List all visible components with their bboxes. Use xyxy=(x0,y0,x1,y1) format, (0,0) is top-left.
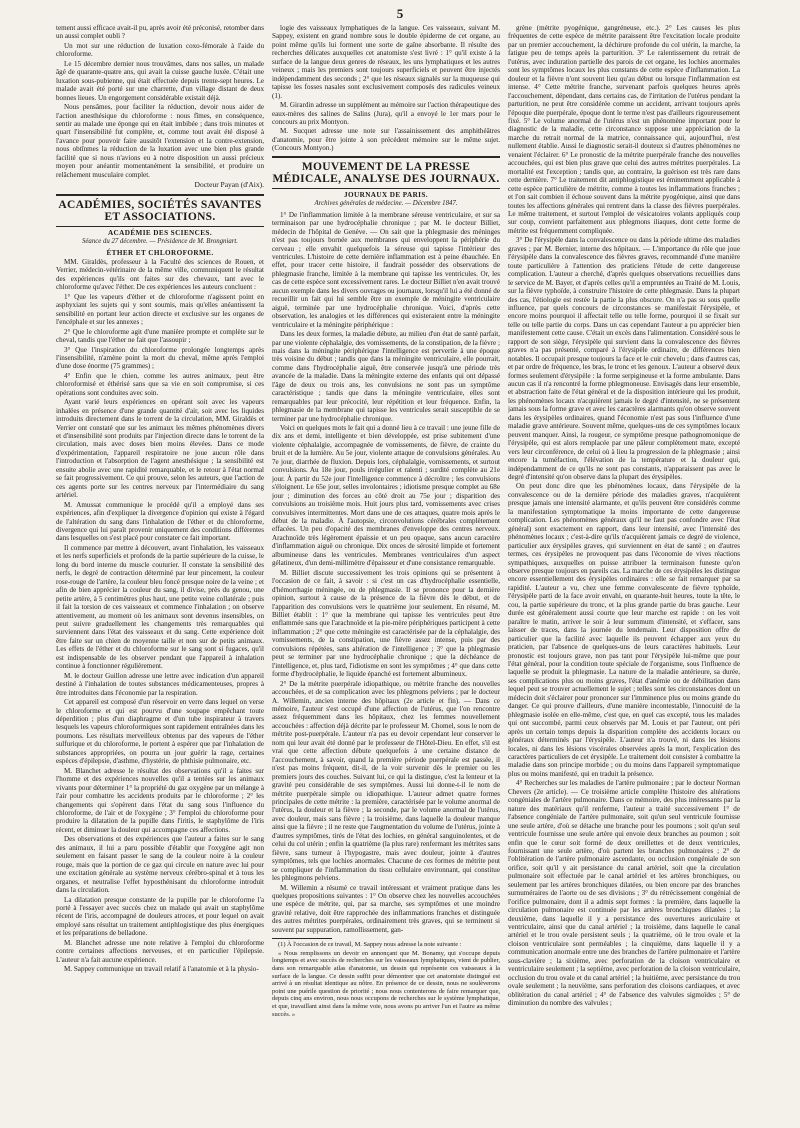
paragraph: 1° Que les vapeurs d'éther et de chloroforme n'agissent point en asphyxiant les sujets qui y sont soumis, mais qu'elles anéantissent la sensibilité en portant leur action directe et exclusive sur les organes de l'encéphale et sur les annexes ; xyxy=(56,292,264,327)
article-body xyxy=(56,258,264,974)
paragraph: Nous pensâmes, pour faciliter la réduction, devoir nous aider de l'action anesthésique du chloroforme : nous fîmes, en conséquence, sentir au malade une éponge qui en était imbibée ; dans trois minutes et quart l'insensibilité fut complète, et, comme tout avait été disposé à l'avance pour pouvoir faire aussitôt l'extension et la contre-extension, nous obtînmes la réduction de la luxation avec une bien plus grande facilité que si nous n'avions eu à notre disposition un aussi précieux moyen pour anéantir momentanément la sensibilité, et produire un relâchement musculaire complet. xyxy=(56,103,264,179)
column-2 xyxy=(272,24,500,1122)
paragraph: Le 15 décembre dernier nous trouvâmes, dans nos salles, un malade âgé de quarante-quatre ans, qui avait la cuisse gauche luxée. C'était une luxation sous-pubienne, qui était effectuée depuis trente-sept heures. Le malade avait été porté sur une charrette, d'un village distant de deux bonnes lieues. Un engorgement considérable existait déjà. xyxy=(56,59,264,102)
section-title: MOUVEMENT DE LA PRESSE MÉDICALE, ANALYSE DES JOURNAUX. xyxy=(272,160,500,185)
paragraph: M. Billiet discute successivement les trois opinions qui se présentent à l'occasion de ce fait, à savoir : si c'est un cas d'hydrocéphalie essentielle, d'hémorrhagie méningée, ou de phlegmasie. Il se prononce pour la dernière opinion, surtout à cause de la présence de la fièvre dès le début, et de l'apparition des convulsions vers le quatrième jour seulement. En résumé, M. Billiet établit : 1° que la membrane qui tapisse les ventricules peut être enflammée sans que l'arachnoïde et la pie-mère périphériques participent à cette inflammation ; 2° que cette méningite est caractérisée par de la céphalalgie, des vomissements, de la constipation, une fièvre assez intense, puis par des convulsions répétées, sans altération de l'intelligence ; 3° que la phlegmasie peut se terminer par une hydrocéphalie chronique ; que la déchéance de l'intelligence, et, plus tard, l'idiotisme en sont les symptômes ; 4° que dans cette forme d'hydrocéphalie, le liquide épanché est fortement albumineux. xyxy=(272,568,500,679)
paragraph: Ayant varié leurs expériences en opérant soit avec les vapeurs inhalées en présence d'une grande quantité d'air, soit avec les liquides introduits directement dans le torrent de la circulation, MM. Giraldès et Verrier ont constaté que sur les animaux les mêmes phénomènes divers et d'insensibilité sont produits par l'injection directe dans le torrent de la circulation, mais avec doses bien moins élevées. Dans ce mode d'expérimentation, l'appareil respiratoire ne joue aucun rôle dans l'introduction et l'absorption de l'agent anesthésique ; la sensibilité est ensuite abolie avec une rapidité remarquable, et le retour à l'état normal se fait progressivement. Ce qui prouve, selon les auteurs, que l'action de ces agents porte sur les centres nerveux par l'intermédiaire du sang artériel. xyxy=(56,398,264,500)
article-body xyxy=(272,24,500,153)
section-divider xyxy=(272,188,500,189)
academy-title: ACADÉMIE DES SCIENCES. xyxy=(107,228,213,237)
session-line: Séance du 27 décembre. — Présidence de M. Brongniart. xyxy=(82,238,238,246)
page-number: 5 xyxy=(396,6,404,21)
topic-title: ÉTHER ET CHLOROFORME. xyxy=(106,248,214,257)
paragraph: M. Blanchet adresse une note relative à l'emploi du chloroforme contre certaines affections nerveuses, et en particulier l'épilepsie. L'auteur n'a fait aucune expérience. xyxy=(56,938,264,964)
paragraph: M. Willemin a résumé ce travail intéressant et vraiment pratique dans les quelques propositions suivantes : 1° On observe chez les nouvelles accouchées une espèce de métrite, qui, par sa marche, ses symptômes et une moindre gravité relative, doit être rapprochée des inflammations franches et distinguée des autres métrites puerpérales, ordinairement très graves, qui se terminent si souvent par suppuration, ramollissement, gan- xyxy=(272,883,500,934)
paragraph: Cet appareil est composé d'un réservoir en verre dans lequel on verse le chloroforme et qui est pourvu d'une soupape empêchant toute déperdition ; plus d'un diaphragme et d'un tube inspirateur à travers lesquels les vapeurs chloroformiques sont rapidement entraînées dans les poumons. Les résultats merveilleux obtenus par des vapeurs de l'éther sulfurique et du chloroforme, le portent à espérer que par l'inhalation de substances appropriées, on pourra un jour guérir la rage, certaines espèces d'épilepsie, d'asthme, d'hystérie, de phthisie pulmonaire, etc. xyxy=(56,698,264,766)
paragraph: M. Blanchet adresse le résultat des observations qu'il a faites sur l'homme et des expériences nouvelles qu'il a tentées sur les animaux vivants pour déterminer 1° la propriété du gaz oxygène par un mélange à l'air pour combattre les accidents produits par le chloroforme ; 2° les changements qui s'opèrent dans l'état du sang sous l'influence du chloroforme, de l'air et de l'oxygène ; 3° l'emploi du chloroforme pour produire la dilatation de la pupille dans l'iritis, le staphylôme de l'iris récent, et diminuer la douleur qui accompagne ces affections. xyxy=(56,766,264,834)
paragraph: (1) À l'occasion de ce travail, M. Sappey nous adresse la note suivante : xyxy=(278,941,462,949)
article-body xyxy=(508,24,740,1008)
paragraph: Il commence par mettre à découvert, avant l'inhalation, les vaisseaux et les nerfs superficiels et profonds de la partie supérieure de la cuisse, le long du bord interne du muscle couturier. Il constate la sensibilité des nerfs, le degré de contraction déterminé par leur pincement, la couleur rose-rouge de l'artère, la couleur bleu foncé presque noire de la veine ; et afin de bien apprécier la couleur du sang, il divise, près du genou, une petite artère, à 5 centimètres plus haut, une petite veine collatérale ; puis il fait la torsion de ces vaisseaux et commence l'inhalation ; on observe attentivement, au moment où les animaux sont devenus insensibles, on peut suivre graduellement les changements très remarquables qui surviennent dans l'état des vaisseaux et du sang. Cette expérience doit être faite sur un chien de moyenne taille et non sur de petits animaux. Les effets de l'éther et du chloroforme sur le sang sont si fugaces, qu'il est indispensable de les observer pendant que l'appareil à inhalation continue à fonctionner régulièrement. xyxy=(56,543,264,671)
paragraph: 4° Recherches sur les maladies de l'artère pulmonaire ; par le docteur Norman Chevers (2e article). — Ce troisième article complète l'histoire des altérations congéniales de l'artère pulmonaire. Dans ce mémoire, des plus intéressants par la nature des matériaux qu'il renferme, l'auteur a traité successivement 1° de l'absence congéniale de l'artère pulmonaire, soit qu'un seul ventricule fournisse une seule artère, d'où se détache une branche pour les poumons ; soit qu'un seul ventricule fournisse une seule artère qui envoie deux branches au poumon ; soit enfin que le cœur soit formé de deux oreillettes et de deux ventricules, fournissant une seule artère, d'où partent les branches pulmonaires ; 2° de l'oblitération de l'artère pulmonaire ascendante, ou occlusion congéniale de son orifice, soit qu'il y ait persistance du canal artériel, soit que la circulation pulmonaire soit effectuée par le canal artériel et les artères bronchiques, ou seulement par les artères bronchiques dilatées, ou bien encore par des branches surnuméraires de l'aorte ou de ses divisions ; 3° du rétrécissement congénial de l'orifice pulmonaire, dont il a admis sept formes : la première, dans laquelle la circulation pulmonaire est continuée par les artères bronchiques dilatées ; la deuxième, dans laquelle il y a persistance des ouvertures auriculaire et ventriculaire, ainsi que du canal artériel ; la troisième, dans laquelle le canal artériel et le trou ovale persistent seuls ; la quatrième, où le trou ovale et la cloison ventriculaire sont perméables ; la cinquième, dans laquelle il y a communication anormale entre une des branches de l'artère pulmonaire et l'artère sous-clavière ; la sixième, avec perforation de la cloison ventriculaire et ventriculaire seulement ; la septième, avec perforation de la cloison ventriculaire, occlusion du trou ovale et du canal artériel ; la huitième, avec persistance du trou ovale seulement ; la neuvième, sans perforation des cloisons cardiaques, et avec oblitération du canal artériel ; 4° de l'absence des valvules sigmoïdes ; 5° de diminution du nombre des valvules ; xyxy=(508,779,740,1008)
paragraph: « Nous remplissons un devoir en annonçant que M. Bonamy, qui s'occupe depuis longtemps et avec succès de recherches sur les vaisseaux lymphatiques, vient de publier, dans son remarquable atlas d'anatomie, un dessin qui représente ces vaisseaux à la surface de la langue. Ce dessin suffit pour démontrer que cet anatomiste distingué est arrivé à un résultat identique au nôtre. En présence de ce dessin, nous ne soulèverons point une puérile question de priorité ; nous nous contenterons de faire remarquer que, depuis cinq ans environ, nous nous occupons de recherches sur le système lymphatique, et que, travaillant ainsi dans la même voie, nous avons pu arriver l'un et l'autre au même succès. » xyxy=(272,949,500,1018)
paragraph: M. Girardin adresse un supplément au mémoire sur l'action thérapeutique des eaux-mères des salines de Salins (Jura), qu'il a envoyé le 1er mars pour le concours au prix Montyon. xyxy=(272,101,500,126)
paragraph: Un mot sur une réduction de luxation coxo-fémorale à l'aide du chloroforme. xyxy=(56,41,264,59)
section-divider xyxy=(56,194,264,196)
paragraph: 1° De l'inflammation limitée à la membrane séreuse ventriculaire, et sur sa terminaison par une hydrocéphalie chronique ; par M. le docteur Billiet, médecin de l'hôpital de Genève. — On sait que la phlegmasie des méninges n'est pas toujours bornée aux membranes qui enveloppent la périphérie du cerveau ; elle envahit quelquefois la séreuse qui tapisse l'intérieur des ventricules. L'histoire de cette dernière inflammation est à peine ébauchée. En effet, pour tracer cette histoire, il faudrait posséder des observations de phlegmasie franche, limitée à la membrane qui tapisse les ventricules. Or, les cas de cette espèce sont excessivement rares. Le docteur Billiet n'en avait trouvé aucun exemple dans les divers ouvrages ou journaux, lorsqu'il lui a été donné de recueillir un fait qui lui semble être un exemple de méningite ventriculaire aiguë, terminée par une hydrocéphalie chronique. Voici, d'après cette observation, les analogies et les différences qui existeraient entre la méningite ventriculaire et la méningite périphérique : xyxy=(272,210,500,329)
paragraph: tement aussi efficace avait-il pu, après avoir été préconisé, retomber dans un aussi complet oubli ? xyxy=(56,24,264,41)
section-divider xyxy=(56,226,264,227)
paragraph: M. Sappey communique un travail relatif à l'anatomie et à la physio- xyxy=(64,965,259,974)
column-1 xyxy=(56,24,264,1122)
paragraph: grène (métrite pyogénique, gangréneuse, etc.). 2° Les causes les plus fréquentes de cette espèce de métrite paraissent être l'excitation locale produite par un premier accouchement, la déchirure profonde du col utérin, la marche, la fatigue peu de temps après la parturition. 3° Le ralentissement du retrait de l'utérus, avec induration partielle des parois de cet organe, les lochies anormales sont les symptômes locaux les plus constants de cette espèce d'inflammation. La douleur et la fièvre n'ont souvent lieu qu'au début ou lorsque l'inflammation est intense. 4° Cette métrite franche, survenant parfois quelques heures après l'accouchement, dépendant, dans certains cas, de l'irritation de l'utérus pendant la parturition, ne peut être considérée comme un accident, arrivant toujours après l'époque dite puerpérale, époque dont le terme n'est pas d'ailleurs rigoureusement fixé. 5° Le volume anormal de l'utérus n'est un phénomène important pour le diagnostic de la maladie, cette circonstance suppose une appréciation de la marche du retrait normal de la matrice, connaissance qui, aujourd'hui, n'est nullement établie. Aussi le diagnostic serait-il douteux si d'autres phénomènes ne venaient l'éclairer. 6° Le pronostic de la métrite puerpérale franche des nouvelles accouchées, qui est bien plus grave que celui des autres métrites puerpérales. La mortalité est l'exception ; tandis que, au contraire, la guérison est très rare dans cette dernière. 7° Le traitement dit antiphlogistique est éminemment applicable à cette espèce particulière de métrite, comme à toutes les inflammations franches ; et l'on sait combien il échoue souvent dans la métrite pyogénique, ainsi que dans toutes les affections générales qui rentrent dans la classe des fièvres puerpérales. Le même traitement, et surtout l'emploi de vésicatoires volants appliqués coup sur coup, convient parfaitement aux phlegmons iliaques, dont cette forme de métrite est fréquemment compliquée. xyxy=(508,24,740,235)
paragraph: La dilatation presque constante de la pupille par le chloroforme l'a porté à l'essayer avec succès chez un malade qui avait un staphylôme récent de l'iris, accompagné de douleurs atroces, et pour lequel on avait employé sans résultat un traitement antiphlogistique des plus énergiques et les préparations de belladone. xyxy=(56,895,264,938)
paragraph: MM. Giraldès, professeur à la Faculté des sciences de Rouen, et Verrier, médecin-vétérinaire de la même ville, communiquent le résultat des expériences qu'ils ont faites sur des chevaux, tant avec le chloroforme qu'avec l'éther. De ces expériences les auteurs concluent : xyxy=(56,257,264,292)
paragraph: 3° Que l'inspiration du chloroforme prolongée longtemps après l'insensibilité, n'amène point la mort du cheval, même après l'emploi d'une dose énorme (75 grammes) ; xyxy=(56,345,264,371)
paragraph: Dans les deux formes, la maladie débute, au milieu d'un état de santé parfait, par une violente céphalalgie, des vomissements, de la constipation, de la fièvre ; mais dans la méningite périphérique l'intelligence est pervertie à une époque très voisine du début ; tandis que dans la méningite ventriculaire, elle pourrait, comme dans l'hydrocéphalie aiguë, être conservée jusqu'à une période très avancée de la maladie. Dans la méningite externe des enfants qui ont dépassé l'âge de deux ou trois ans, les convulsions ne sont pas un symptôme caractéristique ; tandis que dans la méningite ventriculaire, elles sont remarquables par leur précocité, leur répétition et leur fréquence. Enfin, la phlegmasie de la membrane qui tapisse les ventricules serait susceptible de se terminer par une hydrocéphalie chronique. xyxy=(272,330,500,423)
journals-title: JOURNAUX DE PARIS. xyxy=(344,190,428,199)
paragraph: 4° Enfin que le chien, comme les autres animaux, peut être chloroformisé et éthérisé sans que sa vie en soit compromise, si ces opérations sont conduites avec soin. xyxy=(56,371,264,397)
section-divider xyxy=(272,156,500,158)
journal-name: Archives générales de médecine. — Décembre 1847. xyxy=(314,200,458,208)
paragraph: 3° De l'érysipèle dans la convalescence ou dans la période ultime des maladies graves ; par M. Bernier, interne des hôpitaux. — L'importance du rôle que joue l'érysipèle dans la convalescence des fièvres graves, recommandé d'une manière toute particulière à l'attention des praticiens l'étude de cette dangereuse complication. L'auteur a cherché, d'après quelques observations recueillies dans le service de M. Bayer, et d'après celles qu'il a empruntées au Traité de M. Louis, sur la fièvre typhoïde, à construire l'histoire de cette phlegmasie. Dans la plupart des cas, l'étiologie est restée la partie la plus obscure. On n'a pas su sous quelle influence, par quels concours de circonstances se manifestait l'érysipèle, et encore moins pourquoi il affectait telle ou telle forme, pourquoi il se fixait sur telle ou telle partie du corps. Dans un cas cependant l'auteur a pu apprécier bien manifestement cette cause. C'était un excès dans l'alimentation. Considéré sous le rapport de son siège, l'érysipèle qui survient dans la convalescence des fièvres graves n'a pas présenté, comparé à l'érysipèle ordinaire, de différences bien notables. Il occupait presque toujours la face et le cuir chevelu ; dans d'autres cas, et par ordre de fréquence, les bras, le tronc et les genoux. L'auteur a observé deux formes seulement d'érysipèle : la forme serpigineuse et la forme ambulante. Dans aucun cas il n'a rencontré la forme phlegmoneuse. Envisagés dans leur ensemble, et abstraction faite de l'état général et de la disposition intérieure qui les produit, les phénomènes locaux n'acquièrent jamais le degré d'intensité, ne se présentent jamais sous la forme grave et avec les caractères alarmants qu'on observe souvent dans les érysipèles ordinaires, quand l'économie n'est pas sous l'influence d'une maladie grave antérieure. Souvent même, quelques-uns de ces symptômes locaux peuvent manquer. Ainsi, la rougeur, ce symptôme presque pathognomonique de l'érysipèle, qui est alors remplacée par une pâleur complètement mate, excepté vers leur circonférence, de celui où à lieu la progression de la phlegmasie ; ainsi encore la tuméfaction, l'élévation de la température et la douleur qui, indépendamment de ce qu'ils ne sont pas constants, n'apparaissent pas avec le degré d'intensité qu'on observe dans la plupart des érysipèles. xyxy=(508,236,740,482)
paragraph: M. Amussat communique le procédé qu'il a employé dans ses expériences, afin d'expliquer la divergence d'opinion qui existe à l'égard de l'altération du sang dans l'inhalation de l'éther et du chloroforme, divergence qui lui paraît provenir uniquement des conditions différentes dans lesquelles on s'est placé pour constater ce fait important. xyxy=(56,500,264,543)
footnote xyxy=(272,941,500,1018)
newspaper-page xyxy=(12,0,788,1128)
paragraph: M. Sucquet adresse une note sur l'assainissement des amphithéâtres d'anatomie, pour être jointe à son précédent mémoire sur le même sujet. (Concours Montyon.) xyxy=(272,127,500,153)
paragraph: On peut donc dire que les phénomènes locaux, dans l'érysipèle de la convalescence ou de la dernière période des maladies graves, n'acquièrent presque jamais une intensité alarmante, et qu'ils peuvent être considérés comme la manifestation symptomatique la moins importante de cette dangereuse complication. Les phénomènes généraux qu'il ne faut pas confondre avec l'état général) sont exactement en rapport, dans leur intensité, avec l'intensité des phénomènes locaux ; c'est-à-dire qu'ils n'acquièrent jamais ce degré de violence, particulier aux érysipèles graves, qui surviennent en état de santé ; en d'autres termes, ces érysipèles ne provoquent pas dans l'économie de vives réactions sympathiques, auxquelles on puisse attribuer la terminaison funeste qu'on observe presque toujours en pareils cas. La marche de ces érysipèles les distingue encore essentiellement des érysipèles ordinaires : elle se fait remarquer par sa rapidité. L'auteur a vu, chez une femme convalescente de fièvre typhoïde, l'érysipèle parti de la face avoir envahi, en quarante-huit heures, toute la tête, le cou, la partie supérieure du tronc, et la plus grande partie du bras gauche. Leur durée est généralement aussi courte que leur marche est rapide : on les voit paraître le matin, arriver le soir à leur summum d'intensité, et s'effacer, sans laisser de traces, dans la journée du lendemain. Leur disposition offre de particulier que la facilité avec laquelle ils peuvent échapper aux yeux du praticien, par l'absence de quelques-uns de leurs caractères habituels. Leur pronostic est toujours grave, non pas tant pour l'érysipèle lui-même que pour l'état général, pour la condition toute spéciale de l'organisme, sous l'influence de laquelle se produit la phlegmasie. La nature de la maladie antérieure, sa durée, ses complications plus ou moins graves, l'état d'anémie ou de débilitation dans lequel peut se trouver actuellement le sujet ; telles sont les circonstances dont un médecin doit s'éclairer pour prononcer sur l'imminence plus ou moins grande du danger. Ce qui prouve d'ailleurs, d'une manière incontestable, l'innocuité de la phlegmasie isolée en elle-même, c'est que, en quel cas excepté, tous les malades qui ont succombé, parmi ceux observés par M. Louis et par l'auteur, ont péri après un certain temps depuis la disparition complète des accidents locaux ou généraux déterminés par l'érysipèle. L'auteur n'a trouvé, ni dans les lésions locales, ni dans les lésions viscérales observées après la mort, l'explication des caractères particuliers de cet érysipèle. Le traitement doit consister à combattre la maladie dans son principe morbide ; ou du moins dans l'appareil symptomatique plus ou moins manifesté, qui en traduit la présence. xyxy=(508,482,740,778)
paragraph: M. le docteur Guillon adresse une lettre avec indication d'un appareil destiné à l'inhalation de toutes substances médicamenteuses, propres à être introduites dans l'économie par la respiration. xyxy=(56,671,264,697)
footnote-rule xyxy=(272,938,332,939)
paragraph: Voici en quelques mots le fait qui a donné lieu à ce travail : une jeune fille de dix ans et demi, intelligente et bien développée, est prise subitement d'une violente céphalalgie, accompagnée de vomissements, de fièvre, de crainte du bruit et de la lumière. Au 5e jour, violente attaque de convulsions générales. Au 7e jour, diarrhée de fluxion. Depuis lors, céphalalgie, vomissements, et surtout convulsions. Au 18e jour, pouls irrégulier et ralenti ; surdité complète au 21e jour. À partir du 52e jour l'intelligence commence à décroître ; les convulsions s'éloignent. Le 65e jour, selles involontaires ; idiotisme presque complet au 68e jour ; diminution des forces au côté droit au 75e jour ; disparition des convulsions au troisième mois. Huit jours plus tard, vomissements avec crises convulsives intermittentes. Mort dans une de ces attaques, quatre mois après le début de la maladie. À l'autopsie, circonvolutions cérébrales complètement effacées. Un peu d'opacité des membranes d'enveloppe des centres nerveux. Arachnoïde très légèrement épaissie et un peu opaque, sans aucun caractère d'inflammation aiguë ou chronique. Dix onces de sérosité limpide et fortement albumineuse dans les ventricules. Membranes ventriculaires d'un aspect gélatineux, d'un demi-millimètre d'épaisseur et d'une consistance remarquable. xyxy=(272,424,500,568)
column-3 xyxy=(508,24,740,1122)
section-title: ACADÉMIES, SOCIÉTÉS SAVANTES ET ASSOCIATIONS. xyxy=(58,198,262,223)
paragraph: logie des vaisseaux lymphatiques de la langue. Ces vaisseaux, suivant M. Sappey, existent en grand nombre sous le double épiderme de cet organe, au point même qu'ils lui forment une sorte de gaîne absorbante. Il résulte des recherches délicates auxquelles cet anatomiste s'est livré : 1° qu'il existe à la surface de la langue deux genres de réseaux, les uns lymphatiques et les autres veineux ; mais les premiers sont toujours superficiels et peuvent être injectés indépendamment des seconds ; 2° que les réseaux signalés sur la muqueuse qui tapisse les fosses nasales sont exclusivement composés des radicules veineux (1). xyxy=(272,24,500,100)
paragraph: 2° Que le chloroforme agit d'une manière prompte et complète sur le cheval, tandis que l'éther ne fait que l'assoupir ; xyxy=(56,327,264,345)
paragraph: 2° De la métrite puerpérale idiopathique, ou métrite franche des nouvelles accouchées, et de sa complication avec les phlegmons pelviens ; par le docteur A. Willemin, ancien interne des hôpitaux (2e article et fin). — Dans ce mémoire, l'auteur s'est occupé d'une affection de l'utérus, que l'on rencontre assez fréquemment dans les hôpitaux, chez les femmes nouvellement accouchées : affection déjà décrite par le professeur M. Chomel, sous le nom de métrite post-puerpérale. L'auteur n'a pas eu devoir cependant leur conserver le nom qui leur avait été donné par le professeur de l'Hôtel-Dieu. En effet, s'il est vrai que cette affection débute quelquefois à une certaine distance de l'accouchement, à savoir, quand la première période puerpérale est passée, il n'est pas moins fréquent, dit-il, de la voir survenir dès le premier ou les premiers jours des couches. Suivant lui, ce qui la distingue, c'est la lenteur et la gravité peu considérable de ses symptômes. Aussi lui donne-t-il le nom de métrite puerpérale simple ou idiopathique. L'auteur admet quatre formes principales de cette métrite : la première, caractérisée par le volume anormal de l'utérus, la douleur et la fièvre ; la seconde, par le volume anormal de l'utérus, avec douleur, mais sans fièvre ; la troisième, dans laquelle la douleur manque ainsi que la fièvre ; il ne reste que l'augmentation du volume de l'utérus, jointe à d'autres symptômes, tirés de l'état des lochies, en général sanguinolentes, et de celui du col utérin ; enfin la quatrième (la plus rare) renfermant les métrites sans fièvre, sans tumeur à l'hypogastre, mais avec douleur, jointe à d'autres symptômes, tels que lochies anormales. Chacune de ces formes de métrite peut se compliquer de l'inflammation du tissu cellulaire environnant, qui constitue les phlegmons pelviens. xyxy=(272,679,500,883)
article-body xyxy=(272,211,500,935)
author-signature: Docteur Payan (d'Aix). xyxy=(194,180,264,190)
paragraph: Des observations et des expériences que l'auteur a faites sur le sang des animaux, il lui a paru possible d'établir que l'oxygène agit non seulement en faisant passer le sang de la couleur noire à la couleur rouge, mais que la portion de ce gaz qui circule en nature avec lui pour une excitation générale au système nerveux cérébro-spinal et à tous les organes, et neutralise l'effet hyposthénisant du chloroforme introduit dans la circulation. xyxy=(56,835,264,895)
